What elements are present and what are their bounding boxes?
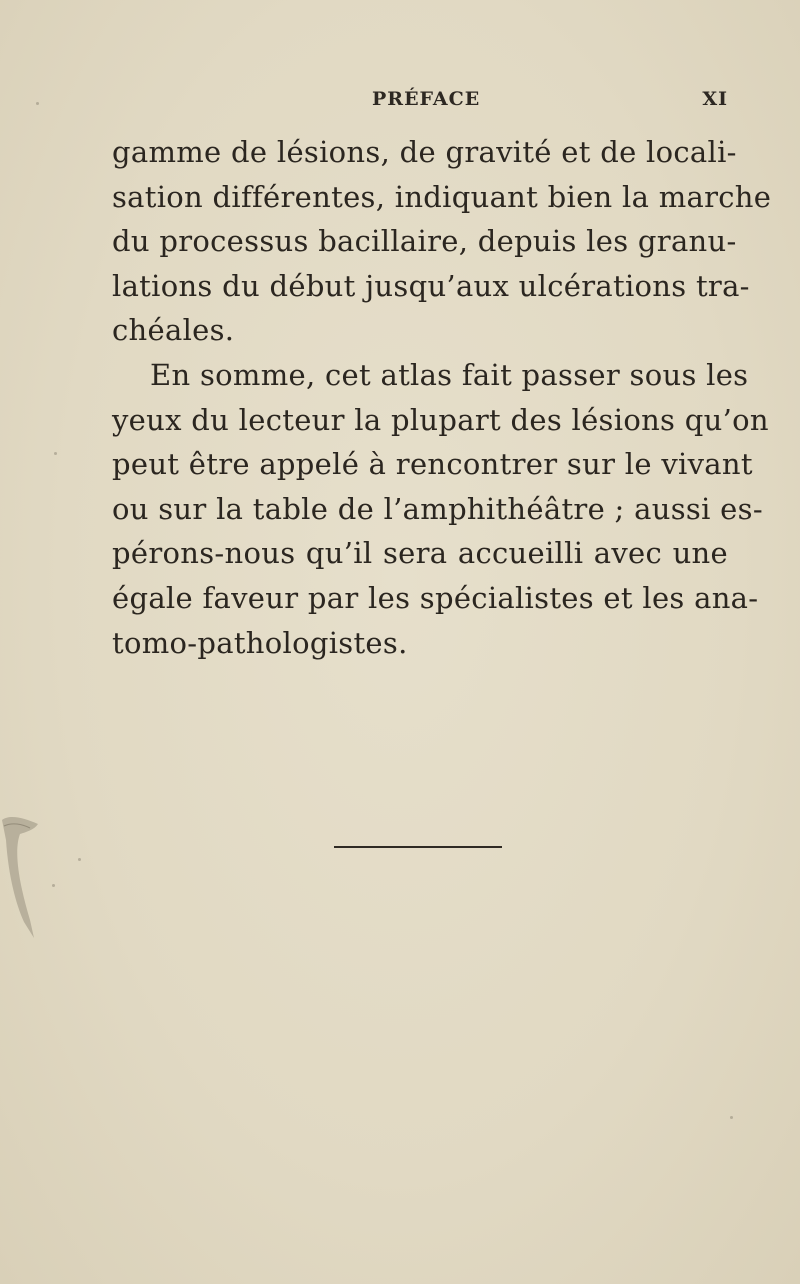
text-line: lations du début jusqu’aux ulcérations tra- [112,268,750,303]
text-line: tomo-pathologistes. [112,625,408,660]
body-text [112,130,772,665]
text-line: du processus bacillaire, depuis les granu- [112,224,737,259]
page-number: XI [702,88,728,110]
text-line: ou sur la table de l’amphithéâtre ; aussi es- [112,491,763,526]
page-edge-shadow [0,810,48,950]
text-line: pérons-nous qu’il sera accueilli avec une [112,536,728,571]
paragraph-start-line: En somme, cet atlas fait passer sous les [150,357,749,392]
text-line: yeux du lecteur la plupart des lésions qu’on [112,402,769,437]
text-line: égale faveur par les spécialistes et les ana- [112,580,759,615]
running-title: PRÉFACE [372,88,481,110]
text-line: gamme de lésions, de gravité et de locali- [112,135,737,169]
paper-speck [36,102,39,105]
text-line: sation différentes, indiquant bien la marche [112,179,772,214]
text-line: peut être appelé à rencontrer sur le vivant [112,447,753,482]
paper-speck [54,452,57,455]
running-head [0,88,800,118]
text-line: chéales. [112,313,235,348]
paper-speck [52,884,55,887]
paper-speck [78,858,81,861]
paper-speck [730,1116,733,1119]
end-rule [334,846,502,848]
